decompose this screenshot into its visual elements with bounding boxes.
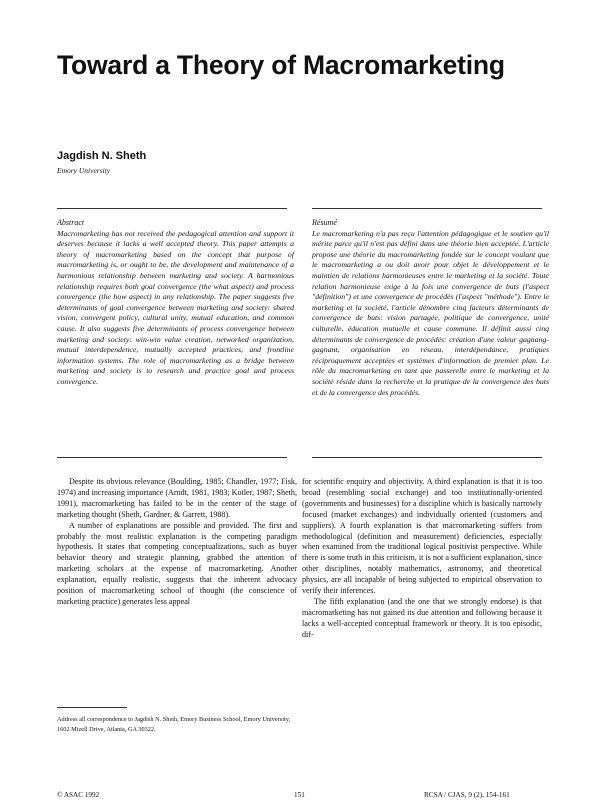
- resume-heading: Résumé: [312, 218, 337, 227]
- body-paragraph: for scientific enquiry and objectivity. A third explanation is that it is too broad (resembling social exchange) and too institutionally-oriented (governments and businesses) for a discipline which is basically narrowly focused (market exchanges) and individually oriented (customers and suppliers). A fourth explanation is that macromarketing suffers from methodological (definition and measurement) deficiencies, especially when examined from the traditional logical positivist perspective. While there is some truth in this criticism, it is not a sufficient explanation, since other disciplines, notably mathematics, astronomy, and theoretical physics, are all incapable of being subjected to empirical observation to verify their inferences.: [302, 477, 542, 596]
- body-paragraph: The fifth explanation (and the one that we strongly endorse) is that macromarketing has not gained its due attention and following because it lacks a well-accepted conceptual framework or theory. It is too episodic, dif-: [302, 596, 542, 639]
- page-number: 151: [294, 791, 305, 799]
- author-name: Jagdish N. Sheth: [57, 150, 147, 162]
- right-header-rule: [312, 208, 542, 209]
- footnote-rule: [57, 707, 127, 708]
- abstract-french: [312, 218, 549, 398]
- body-column-right: [302, 477, 542, 641]
- abstract-english: [57, 218, 294, 388]
- body-column-left: [57, 477, 297, 608]
- left-header-rule: [57, 208, 287, 209]
- abstract-heading: Abstract: [57, 218, 85, 227]
- left-abstract-rule: [57, 457, 287, 458]
- correspondence-footnote: Address all correspondence to Jagdish N. Sheth, Emory Business School, Emory University, 1602 Mizell Drive, Atlanta, GA 30322.: [57, 716, 291, 733]
- right-abstract-rule: [312, 457, 542, 458]
- copyright: © ASAC 1992: [57, 791, 100, 799]
- abstract-text: Macromarketing has not received the pedagogical attention and support it deserves because it lacks a well accepted theory. This paper attempts a theory of macromarketing based on the concept that purpose of macromarketing is, or ought to be, the development and maintenance of a harmonious relationship between marketing and society. A harmonious relationship requires both goal convergence (the what aspect) and process convergence (the how aspect) in any relationship. The paper suggests five determinants of goal convergence between marketing and society: shared vision, convergent policy, cultural unity, mutual education, and common cause. It also suggests five determinants of process convergence between marketing and society: win-win value creation, networked organization, mutual interdependence, mutually accepted practices, and frontline information systems. The role of macromarketing as a bridge between marketing and society is to research and practice goal and process convergence.: [57, 228, 294, 386]
- resume-text: Le macromarketing n'a pas reçu l'attention pédagogique et le soutien qu'il mérite parce qu'il n'est pas défini dans une théorie bien acceptée. L'article propose une théorie du macromarketing fondée sur le concept voulant que le macromarketing a ou doit avoir pour objet le développement et le maintien de relations harmonieuses entre le marketing et la société. Toute relation harmonieuse exige à la fois une convergence de buts (l'aspect "définition") et une convergence de procédés (l'aspect "méthode"). Entre le marketing et la société, l'article dénombre cinq facteurs déterminants de convergence de buts: vision partagée, politique de convergence, unité culturelle, éducation mutuelle et cause commune. Il définit aussi cinq déterminants de convergence de procédés: création d'une valeur gagnang-gagnant, organisation en réseau, interdépendance, pratiques réciproquement acceptées et systèmes d'information de premier plan. Le rôle du macromarketing en tant que passerelle entre le marketing et la société réside dans la recherche et la pratique de la convergence des buts et de la convergence des procédés.: [312, 228, 549, 397]
- article-title: Toward a Theory of Macromarketing: [57, 50, 505, 80]
- body-paragraph: Despite its obvious relevance (Boulding, 1985; Chandler, 1977; Fisk, 1974) and increasing importance (Arndt, 1981, 1983; Kotler, 1987; Sheth, 1991), macromarketing has failed to be in the center of the stage of marketing thought (Sheth, Gardner, & Garrett, 1988).: [57, 477, 297, 519]
- journal-reference: RCSA / CJAS, 9 (2), 154-161: [424, 791, 510, 799]
- author-affiliation: Emory University: [57, 166, 111, 175]
- body-paragraph: A number of explanations are possible and provided. The first and probably the most realistic explanation is the competing paradigm hypothesis. It states that competing conceptualizations, such as buyer behavior theory and strategic planning, grabbed the attention of marketing scholars at the expense of macromarketing. Another explanation, equally realistic, suggests that the inherent advocacy position of macromarketing school of thought (the conscience of marketing practice) generates less appeal: [57, 520, 297, 606]
